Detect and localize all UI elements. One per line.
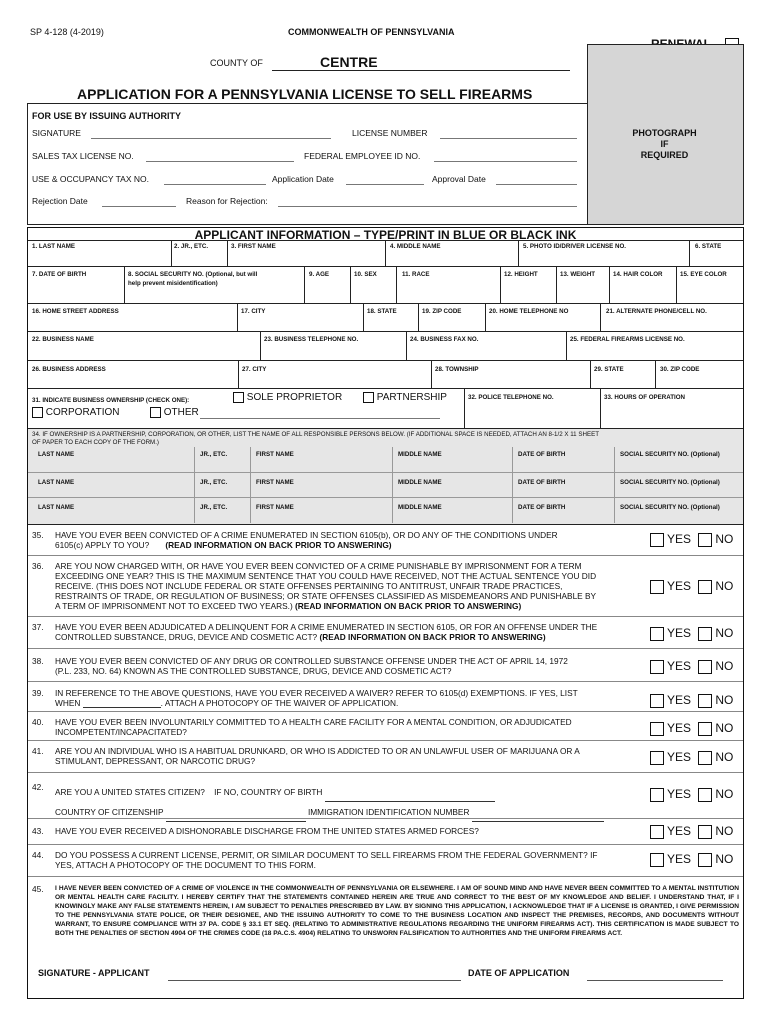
persons-col-label: DATE OF BIRTH bbox=[518, 479, 566, 486]
certification-text: I HAVE NEVER BEEN CONVICTED OF A CRIME OF VIOLENCE IN THE COMMONWEALTH OF PENNSYLVANIA OR ELSEWHERE. I AM OF SOUND MIND AND HAVE NEVER BEEN COMMITTED TO A MENTAL INSTITUTION OR MENTAL HEALTH CARE FACILITY. I HEREBY CERTIFY THAT THE STATEMENTS CONTAINED HEREIN ARE TRUE AND CORRECT TO THE BEST OF MY KNOWLEDGE AND BELIEF. I UNDERSTAND THAT, IF I KNOWINGLY MAKE ANY FALSE STATEMENTS HEREIN, I AM SUBJECT TO PENALTIES PRESCRIBED BY LAW. BY SIGNING THIS APPLICATION, I ACKNOWLEDGE THAT IF A LICENSE IS GRANTED, I GIVE PERMISSION TO THE PENNSYLVANIA STATE POLICE, OR THEIR DESIGNEE, AND THE ISSUING AUTHORITY TO COME TO THE BUSINESS LOCATION AND INSPECT THE PREMISES, RECORDS, AND DOCUMENTS WITHOUT WARRANT, TO ENSURE COMPLIANCE WITH 37 PA. CODE § 33.1 ET SEQ. (RELATING TO ADMINISTRATIVE REGULATIONS REGARDING THE UNIFORM FIREARMS ACT). THIS CERTIFICATION IS MADE SUBJECT TO BOTH THE PENALTIES OF SECTION 4904 OF THE CRIMES CODE (18 PA.C.S. 4904) RELATING TO UNSWORN FALSIFICATION TO AUTHORITIES AND THE UNIFORM FIREARMS ACT. bbox=[55, 885, 739, 938]
field-dob[interactable]: 7. DATE OF BIRTH bbox=[32, 271, 87, 278]
persons-col-label: SOCIAL SECURITY NO. (Optional) bbox=[620, 504, 720, 511]
q42-number: 42. bbox=[32, 782, 44, 792]
field-business-fax[interactable]: 24. BUSINESS FAX NO. bbox=[410, 336, 479, 343]
option-sole-proprietor[interactable]: SOLE PROPRIETOR bbox=[233, 392, 342, 403]
field-business-state[interactable]: 29. STATE bbox=[594, 366, 624, 373]
field-eye-color[interactable]: 15. EYE COLOR bbox=[680, 271, 727, 278]
field-sex[interactable]: 10. SEX bbox=[354, 271, 377, 278]
q36-number: 36. bbox=[32, 561, 44, 571]
field-first-name[interactable]: 3. FIRST NAME bbox=[231, 243, 276, 250]
application-date-field[interactable] bbox=[346, 184, 424, 185]
persons-col-label: DATE OF BIRTH bbox=[518, 451, 566, 458]
field-township[interactable]: 28. TOWNSHIP bbox=[435, 366, 479, 373]
q41-answer[interactable]: YES NO bbox=[650, 750, 733, 765]
q36-text: ARE YOU NOW CHARGED WITH, OR HAVE YOU EVER BEEN CONVICTED OF A CRIME PUNISHABLE BY IMPRISONMENT FOR A TERM EXCEEDING ONE YEAR? THIS IS THE MAXIMUM SENTENCE THAT YOU COULD HAVE RECEIVED, NOT THE ACTUAL SENTENCE YOU DID RECEIVE. (THIS DOES NOT INCLUDE FEDERAL OR STATE OFFENSES PERTAINING TO ANTITRUST, UNFAIR TRADE PRACTICES, RESTRAINTS OF TRADE, OR REGULATION OF BUSINESS; OR STATE OFFENSES CLASSIFIED AS MISDEMEANORS AND PUNISHABLE BY A TERM OF IMPRISONMENT NOT TO EXCEED TWO YEARS.) (READ INFORMATION ON BACK PRIOR TO ANSWERING) bbox=[55, 561, 597, 611]
field-race[interactable]: 11. RACE bbox=[402, 271, 430, 278]
q40-answer[interactable]: YES NO bbox=[650, 721, 733, 736]
field-alt-phone[interactable]: 21. ALTERNATE PHONE/CELL NO. bbox=[606, 308, 707, 315]
q39-text: IN REFERENCE TO THE ABOVE QUESTIONS, HAVE YOU EVER RECEIVED A WAIVER? REFER TO 6105(d) EXEMPTIONS. IF YES, LIST WHEN . ATTACH A PHOTOCOPY OF THE WAIVER OF APPLICATION. bbox=[55, 688, 578, 708]
option-partnership[interactable]: PARTNERSHIP bbox=[363, 392, 447, 403]
q37-number: 37. bbox=[32, 622, 44, 632]
use-occupancy-field[interactable] bbox=[164, 184, 266, 185]
q38-text: HAVE YOU EVER BEEN CONVICTED OF ANY DRUG OR CONTROLLED SUBSTANCE OFFENSE UNDER THE ACT OF APRIL 14, 1972 (P.L. 233, NO. 64) KNOWN AS THE CONTROLLED SUBSTANCE, DRUG, DEVICE AND COSMETIC ACT? bbox=[55, 656, 568, 676]
field-business-phone[interactable]: 23. BUSINESS TELEPHONE NO. bbox=[264, 336, 359, 343]
q35-number: 35. bbox=[32, 530, 44, 540]
persons-col-label: DATE OF BIRTH bbox=[518, 504, 566, 511]
field-business-name[interactable]: 22. BUSINESS NAME bbox=[32, 336, 94, 343]
field-home-state[interactable]: 18. STATE bbox=[367, 308, 397, 315]
field-photo-id[interactable]: 5. PHOTO ID/DRIVER LICENSE NO. bbox=[523, 243, 627, 250]
persons-col-label: JR., ETC. bbox=[200, 451, 228, 458]
other-field[interactable] bbox=[200, 418, 440, 419]
field-age[interactable]: 9. AGE bbox=[309, 271, 330, 278]
field-hours[interactable]: 33. HOURS OF OPERATION bbox=[604, 394, 686, 401]
persons-col-label: FIRST NAME bbox=[256, 451, 294, 458]
persons-col-label: LAST NAME bbox=[38, 479, 75, 486]
form-id: SP 4-128 (4-2019) bbox=[30, 27, 104, 37]
persons-instructions: 34. IF OWNERSHIP IS A PARTNERSHIP, CORPORATION, OR OTHER, LIST THE NAME OF ALL RESPONSIBLE PERSONS BELOW. (IF ADDITIONAL SPACE IS NEEDED, ATTACH AN 8-1/2 X 11 SHEET OF PAPER TO EACH COPY OF THE FORM.) bbox=[32, 431, 599, 446]
q40-number: 40. bbox=[32, 717, 44, 727]
q38-answer[interactable]: YES NO bbox=[650, 659, 733, 674]
q43-text: HAVE YOU EVER RECEIVED A DISHONORABLE DISCHARGE FROM THE UNITED STATES ARMED FORCES? bbox=[55, 826, 479, 836]
persons-col-label: MIDDLE NAME bbox=[398, 504, 442, 511]
q37-answer[interactable]: YES NO bbox=[650, 626, 733, 641]
application-date-footer-label: DATE OF APPLICATION bbox=[468, 968, 570, 978]
q35-answer[interactable]: YES NO bbox=[650, 532, 733, 547]
persons-col-label: LAST NAME bbox=[38, 504, 75, 511]
county-value[interactable]: CENTRE bbox=[320, 54, 378, 70]
field-city[interactable]: 17. CITY bbox=[241, 308, 266, 315]
persons-col-label: SOCIAL SECURITY NO. (Optional) bbox=[620, 479, 720, 486]
field-ffl[interactable]: 25. FEDERAL FIREARMS LICENSE NO. bbox=[570, 336, 685, 343]
authority-heading: FOR USE BY ISSUING AUTHORITY bbox=[32, 111, 182, 121]
field-hair-color[interactable]: 14. HAIR COLOR bbox=[613, 271, 663, 278]
field-police-phone[interactable]: 32. POLICE TELEPHONE NO. bbox=[468, 394, 554, 401]
sales-tax-label: SALES TAX LICENSE NO. bbox=[32, 151, 134, 161]
q37-text: HAVE YOU EVER BEEN ADJUDICATED A DELINQUENT FOR A CRIME ENUMERATED IN SECTION 6105, OR FOR AN OFFENSE UNDER THE CONTROLLED SUBSTANCE, DRUG, DEVICE AND COSMETIC ACT? (READ INFORMATION ON BACK PRIOR TO ANSWERING) bbox=[55, 622, 598, 642]
persons-col-label: SOCIAL SECURITY NO. (Optional) bbox=[620, 451, 720, 458]
sales-tax-field[interactable] bbox=[146, 161, 294, 162]
authority-signature-label: SIGNATURE bbox=[32, 128, 81, 138]
application-date-label: Application Date bbox=[272, 174, 334, 184]
field-middle-name[interactable]: 4. MIDDLE NAME bbox=[390, 243, 441, 250]
q39-answer[interactable]: YES NO bbox=[650, 693, 733, 708]
field-weight[interactable]: 13. WEIGHT bbox=[560, 271, 596, 278]
page-title: APPLICATION FOR A PENNSYLVANIA LICENSE TO SELL FIREARMS bbox=[77, 86, 533, 102]
reason-label: Reason for Rejection: bbox=[186, 196, 268, 206]
persons-col-label: FIRST NAME bbox=[256, 504, 294, 511]
field-height[interactable]: 12. HEIGHT bbox=[504, 271, 538, 278]
q43-number: 43. bbox=[32, 826, 44, 836]
photo-label: PHOTOGRAPH IF REQUIRED bbox=[632, 128, 697, 160]
approval-date-label: Approval Date bbox=[432, 174, 486, 184]
rejection-date-label: Rejection Date bbox=[32, 196, 88, 206]
rejection-date-field[interactable] bbox=[102, 206, 176, 207]
field-jr[interactable]: 2. JR., ETC. bbox=[174, 243, 209, 250]
option-corporation[interactable]: CORPORATION bbox=[32, 407, 120, 418]
field-business-city[interactable]: 27. CITY bbox=[242, 366, 267, 373]
applicant-signature-label: SIGNATURE - APPLICANT bbox=[38, 968, 150, 978]
application-date-footer-field[interactable] bbox=[587, 980, 723, 981]
field-home-address[interactable]: 16. HOME STREET ADDRESS bbox=[32, 308, 119, 315]
q36-answer[interactable]: YES NO bbox=[650, 579, 733, 594]
q38-number: 38. bbox=[32, 656, 44, 666]
license-number-label: LICENSE NUMBER bbox=[352, 128, 428, 138]
field-state[interactable]: 6. STATE bbox=[695, 243, 722, 250]
license-number-field[interactable] bbox=[440, 138, 577, 139]
q44-text: DO YOU POSSESS A CURRENT LICENSE, PERMIT, OR SIMILAR DOCUMENT TO SELL FIREARMS FROM THE FEDERAL GOVERNMENT? IF YES, ATTACH A PHOTOCOPY OF THE DOCUMENT TO THIS FORM. bbox=[55, 850, 598, 870]
field-ssn[interactable]: 8. SOCIAL SECURITY NO. (Optional, but will help prevent misidentification) bbox=[128, 271, 258, 287]
q42-text: ARE YOU A UNITED STATES CITIZEN? IF NO, COUNTRY OF BIRTH COUNTRY OF CITIZENSHIP IMMIGRATION IDENTIFICATION NUMBER bbox=[55, 782, 645, 822]
persons-row[interactable] bbox=[28, 497, 743, 523]
federal-employee-field[interactable] bbox=[434, 161, 577, 162]
applicant-signature-field[interactable] bbox=[168, 980, 461, 981]
q41-text: ARE YOU AN INDIVIDUAL WHO IS A HABITUAL DRUNKARD, OR WHO IS ADDICTED TO OR AN UNLAWFUL USER OF MARIJUANA OR A STIMULANT, DEPRESSANT, OR NARCOTIC DRUG? bbox=[55, 746, 580, 766]
reason-field[interactable] bbox=[278, 206, 577, 207]
authority-signature-field[interactable] bbox=[91, 138, 331, 139]
q39-number: 39. bbox=[32, 688, 44, 698]
persons-row[interactable] bbox=[28, 472, 743, 498]
persons-col-label: FIRST NAME bbox=[256, 479, 294, 486]
q45-number: 45. bbox=[32, 884, 44, 894]
field-last-name[interactable]: 1. LAST NAME bbox=[32, 243, 75, 250]
q43-answer[interactable]: YES NO bbox=[650, 824, 733, 839]
applicant-heading: APPLICANT INFORMATION – TYPE/PRINT IN BLUE OR BLACK INK bbox=[194, 228, 577, 242]
persons-col-label: MIDDLE NAME bbox=[398, 479, 442, 486]
q35-text: HAVE YOU EVER BEEN CONVICTED OF A CRIME ENUMERATED IN SECTION 6105(b), OR DO ANY OF THE CONDITIONS UNDER 6105(c) APPLY TO YOU? (READ INFORMATION ON BACK PRIOR TO ANSWERING) bbox=[55, 530, 558, 550]
q40-text: HAVE YOU EVER BEEN INVOLUNTARILY COMMITTED TO A HEALTH CARE FACILITY FOR A MENTAL CONDITION, OR ADJUDICATED INCOMPETENT/INCAPACITATED? bbox=[55, 717, 572, 737]
ownership-label: 31. INDICATE BUSINESS OWNERSHIP (CHECK ONE): bbox=[32, 397, 190, 404]
persons-col-label: LAST NAME bbox=[38, 451, 75, 458]
persons-col-label: JR., ETC. bbox=[200, 504, 228, 511]
q41-number: 41. bbox=[32, 746, 44, 756]
use-occupancy-label: USE & OCCUPANCY TAX NO. bbox=[32, 174, 149, 184]
persons-row[interactable] bbox=[28, 447, 743, 472]
persons-col-label: JR., ETC. bbox=[200, 479, 228, 486]
field-zip[interactable]: 19. ZIP CODE bbox=[422, 308, 462, 315]
approval-date-field[interactable] bbox=[496, 184, 577, 185]
federal-employee-label: FEDERAL EMPLOYEE ID NO. bbox=[304, 151, 421, 161]
field-home-phone[interactable]: 20. HOME TELEPHONE NO bbox=[489, 308, 569, 315]
field-business-zip[interactable]: 30. ZIP CODE bbox=[660, 366, 700, 373]
q44-number: 44. bbox=[32, 850, 44, 860]
persons-col-label: MIDDLE NAME bbox=[398, 451, 442, 458]
commonwealth-heading: COMMONWEALTH OF PENNSYLVANIA bbox=[288, 27, 455, 37]
option-other[interactable]: OTHER bbox=[150, 407, 199, 418]
q42-answer[interactable]: YES NO bbox=[650, 787, 733, 802]
q44-answer[interactable]: YES NO bbox=[650, 852, 733, 867]
county-label: COUNTY OF bbox=[210, 58, 263, 68]
field-business-address[interactable]: 26. BUSINESS ADDRESS bbox=[32, 366, 106, 373]
